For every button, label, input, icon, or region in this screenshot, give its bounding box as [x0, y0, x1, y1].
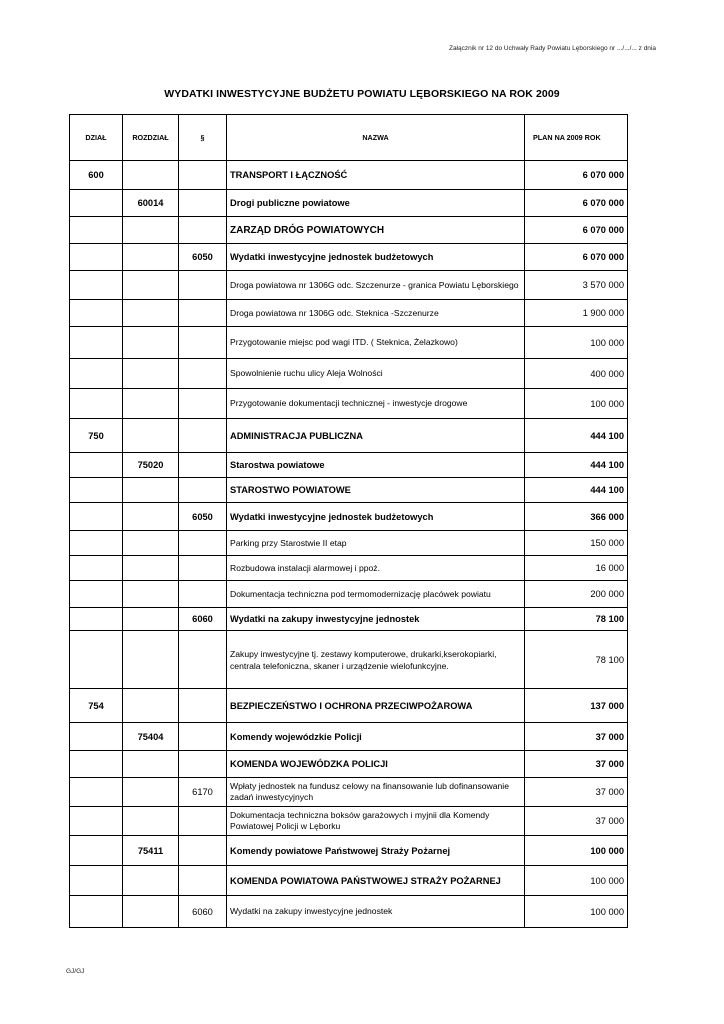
cell-plan: 37 000: [525, 723, 628, 751]
cell-dzial: [70, 778, 123, 807]
cell-plan: 444 100: [525, 419, 628, 453]
table-row: [70, 556, 628, 581]
cell-plan: 400 000: [525, 359, 628, 389]
table-row: [70, 807, 628, 836]
cell-plan: 137 000: [525, 689, 628, 723]
cell-dzial: [70, 478, 123, 503]
cell-dzial: [70, 453, 123, 478]
cell-nazwa: Wydatki inwestycyjne jednostek budżetowych: [227, 244, 525, 271]
table-row: [70, 866, 628, 896]
cell-plan: 6 070 000: [525, 190, 628, 217]
col-header-nazwa: NAZWA: [227, 115, 525, 161]
table-row: [70, 300, 628, 327]
table-row: [70, 244, 628, 271]
cell-rozdzial: [123, 271, 179, 300]
table-row: [70, 217, 628, 244]
table-row: [70, 836, 628, 866]
cell-paragraf: [179, 271, 227, 300]
cell-nazwa: Wpłaty jednostek na fundusz celowy na finansowanie lub dofinansowanie zadań inwestycyjnych: [227, 778, 525, 807]
table-header-row: [70, 115, 628, 161]
cell-dzial: [70, 896, 123, 928]
cell-paragraf: 6170: [179, 778, 227, 807]
cell-paragraf: [179, 836, 227, 866]
cell-nazwa: KOMENDA WOJEWÓDZKA POLICJI: [227, 751, 525, 778]
cell-rozdzial: [123, 419, 179, 453]
table-row: [70, 531, 628, 556]
cell-nazwa: Dokumentacja techniczna pod termomodernizację placówek powiatu: [227, 581, 525, 608]
cell-plan: 37 000: [525, 751, 628, 778]
cell-rozdzial: [123, 631, 179, 689]
cell-nazwa: Rozbudowa instalacji alarmowej i ppoż.: [227, 556, 525, 581]
cell-paragraf: [179, 751, 227, 778]
cell-dzial: [70, 836, 123, 866]
cell-paragraf: [179, 389, 227, 419]
table-row: [70, 478, 628, 503]
cell-rozdzial: 75404: [123, 723, 179, 751]
cell-nazwa: Spowolnienie ruchu ulicy Aleja Wolności: [227, 359, 525, 389]
table-row: [70, 359, 628, 389]
cell-dzial: [70, 359, 123, 389]
cell-dzial: [70, 327, 123, 359]
table-row: [70, 896, 628, 928]
table-row: [70, 503, 628, 531]
cell-plan: 37 000: [525, 807, 628, 836]
cell-plan: 444 100: [525, 478, 628, 503]
cell-rozdzial: [123, 531, 179, 556]
cell-plan: 200 000: [525, 581, 628, 608]
cell-nazwa: Przygotowanie miejsc pod wagi ITD. ( Steknica, Żelazkowo): [227, 327, 525, 359]
cell-paragraf: [179, 161, 227, 190]
cell-nazwa: Komendy powiatowe Państwowej Straży Pożarnej: [227, 836, 525, 866]
table-row: [70, 689, 628, 723]
cell-plan: 100 000: [525, 836, 628, 866]
cell-rozdzial: [123, 244, 179, 271]
cell-dzial: [70, 389, 123, 419]
cell-paragraf: [179, 217, 227, 244]
cell-rozdzial: [123, 503, 179, 531]
cell-plan: 37 000: [525, 778, 628, 807]
cell-dzial: [70, 751, 123, 778]
cell-rozdzial: 75411: [123, 836, 179, 866]
cell-plan: 150 000: [525, 531, 628, 556]
cell-paragraf: [179, 327, 227, 359]
cell-plan: 444 100: [525, 453, 628, 478]
cell-nazwa: Droga powiatowa nr 1306G odc. Steknica -Szczenurze: [227, 300, 525, 327]
cell-plan: 78 100: [525, 608, 628, 631]
cell-nazwa: ADMINISTRACJA PUBLICZNA: [227, 419, 525, 453]
cell-nazwa: Drogi publiczne powiatowe: [227, 190, 525, 217]
cell-plan: 6 070 000: [525, 161, 628, 190]
cell-rozdzial: [123, 478, 179, 503]
cell-dzial: [70, 300, 123, 327]
cell-rozdzial: [123, 161, 179, 190]
table-row: [70, 723, 628, 751]
table-row: [70, 161, 628, 190]
cell-nazwa: Starostwa powiatowe: [227, 453, 525, 478]
cell-rozdzial: [123, 217, 179, 244]
cell-paragraf: [179, 453, 227, 478]
header-note: Załącznik nr 12 do Uchwały Rady Powiatu Lęborskiego nr .../.../... z dnia: [448, 45, 656, 52]
table-row: [70, 327, 628, 359]
cell-paragraf: 6060: [179, 608, 227, 631]
cell-dzial: 600: [70, 161, 123, 190]
cell-paragraf: [179, 478, 227, 503]
cell-nazwa: Wydatki na zakupy inwestycyjne jednostek: [227, 896, 525, 928]
cell-paragraf: [179, 723, 227, 751]
cell-rozdzial: [123, 866, 179, 896]
table-row: [70, 581, 628, 608]
cell-dzial: [70, 631, 123, 689]
cell-paragraf: [179, 631, 227, 689]
cell-plan: 16 000: [525, 556, 628, 581]
cell-dzial: [70, 608, 123, 631]
cell-nazwa: Komendy wojewódzkie Policji: [227, 723, 525, 751]
table-row: [70, 419, 628, 453]
cell-nazwa: TRANSPORT I ŁĄCZNOŚĆ: [227, 161, 525, 190]
cell-rozdzial: [123, 556, 179, 581]
col-header-dzial: DZIAŁ: [70, 115, 123, 161]
document-title: WYDATKI INWESTYCYJNE BUDŻETU POWIATU LĘBORSKIEGO NA ROK 2009: [164, 88, 560, 100]
cell-rozdzial: [123, 896, 179, 928]
cell-plan: 100 000: [525, 896, 628, 928]
cell-rozdzial: [123, 689, 179, 723]
cell-dzial: [70, 581, 123, 608]
table-row: [70, 778, 628, 807]
cell-nazwa: Zakupy inwestycyjne tj. zestawy komputerowe, drukarki,kserokopiarki, centrala telefoniczna, skaner i urządzenie wielofunkcyjne.: [227, 631, 525, 689]
cell-paragraf: 6050: [179, 244, 227, 271]
cell-rozdzial: [123, 807, 179, 836]
cell-paragraf: [179, 190, 227, 217]
cell-plan: 6 070 000: [525, 244, 628, 271]
table-row: [70, 453, 628, 478]
table-row: [70, 631, 628, 689]
cell-nazwa: Przygotowanie dokumentacji technicznej - inwestycje drogowe: [227, 389, 525, 419]
cell-paragraf: 6050: [179, 503, 227, 531]
cell-dzial: [70, 531, 123, 556]
table-row: [70, 389, 628, 419]
table-row: [70, 608, 628, 631]
cell-dzial: [70, 271, 123, 300]
cell-dzial: [70, 866, 123, 896]
cell-plan: 1 900 000: [525, 300, 628, 327]
cell-rozdzial: 60014: [123, 190, 179, 217]
cell-plan: 78 100: [525, 631, 628, 689]
cell-rozdzial: 75020: [123, 453, 179, 478]
table-row: [70, 190, 628, 217]
cell-rozdzial: [123, 778, 179, 807]
cell-plan: 100 000: [525, 389, 628, 419]
cell-nazwa: Wydatki inwestycyjne jednostek budżetowych: [227, 503, 525, 531]
cell-plan: 100 000: [525, 327, 628, 359]
cell-nazwa: KOMENDA POWIATOWA PAŃSTWOWEJ STRAŻY POŻARNEJ: [227, 866, 525, 896]
cell-plan: 6 070 000: [525, 217, 628, 244]
cell-rozdzial: [123, 608, 179, 631]
cell-nazwa: Parking przy Starostwie II etap: [227, 531, 525, 556]
cell-paragraf: [179, 556, 227, 581]
cell-dzial: 750: [70, 419, 123, 453]
cell-nazwa: Dokumentacja techniczna boksów garażowych i myjnii dla Komendy Powiatowej Policji w Lęborku: [227, 807, 525, 836]
cell-nazwa: Droga powiatowa nr 1306G odc. Szczenurze - granica Powiatu Lęborskiego: [227, 271, 525, 300]
cell-rozdzial: [123, 581, 179, 608]
cell-dzial: [70, 556, 123, 581]
cell-paragraf: [179, 531, 227, 556]
cell-nazwa: ZARZĄD DRÓG POWIATOWYCH: [227, 217, 525, 244]
cell-rozdzial: [123, 751, 179, 778]
cell-plan: 100 000: [525, 866, 628, 896]
budget-table: [69, 114, 628, 928]
cell-plan: 366 000: [525, 503, 628, 531]
cell-paragraf: 6060: [179, 896, 227, 928]
cell-dzial: [70, 190, 123, 217]
cell-paragraf: [179, 300, 227, 327]
cell-nazwa: STAROSTWO POWIATOWE: [227, 478, 525, 503]
cell-paragraf: [179, 581, 227, 608]
cell-dzial: [70, 723, 123, 751]
col-header-rozdzial: ROZDZIAŁ: [123, 115, 179, 161]
cell-dzial: [70, 217, 123, 244]
cell-rozdzial: [123, 300, 179, 327]
cell-rozdzial: [123, 389, 179, 419]
col-header-paragraf: §: [179, 115, 227, 161]
cell-rozdzial: [123, 327, 179, 359]
cell-dzial: [70, 503, 123, 531]
cell-rozdzial: [123, 359, 179, 389]
footer-initials: GJ/GJ: [66, 968, 85, 975]
cell-nazwa: Wydatki na zakupy inwestycyjne jednostek: [227, 608, 525, 631]
cell-dzial: [70, 244, 123, 271]
table-row: [70, 751, 628, 778]
cell-paragraf: [179, 359, 227, 389]
cell-paragraf: [179, 689, 227, 723]
col-header-plan: PLAN NA 2009 ROK: [525, 115, 628, 161]
cell-nazwa: BEZPIECZEŃSTWO I OCHRONA PRZECIWPOŻAROWA: [227, 689, 525, 723]
cell-paragraf: [179, 807, 227, 836]
cell-paragraf: [179, 866, 227, 896]
cell-dzial: 754: [70, 689, 123, 723]
cell-plan: 3 570 000: [525, 271, 628, 300]
table-row: [70, 271, 628, 300]
cell-dzial: [70, 807, 123, 836]
cell-paragraf: [179, 419, 227, 453]
